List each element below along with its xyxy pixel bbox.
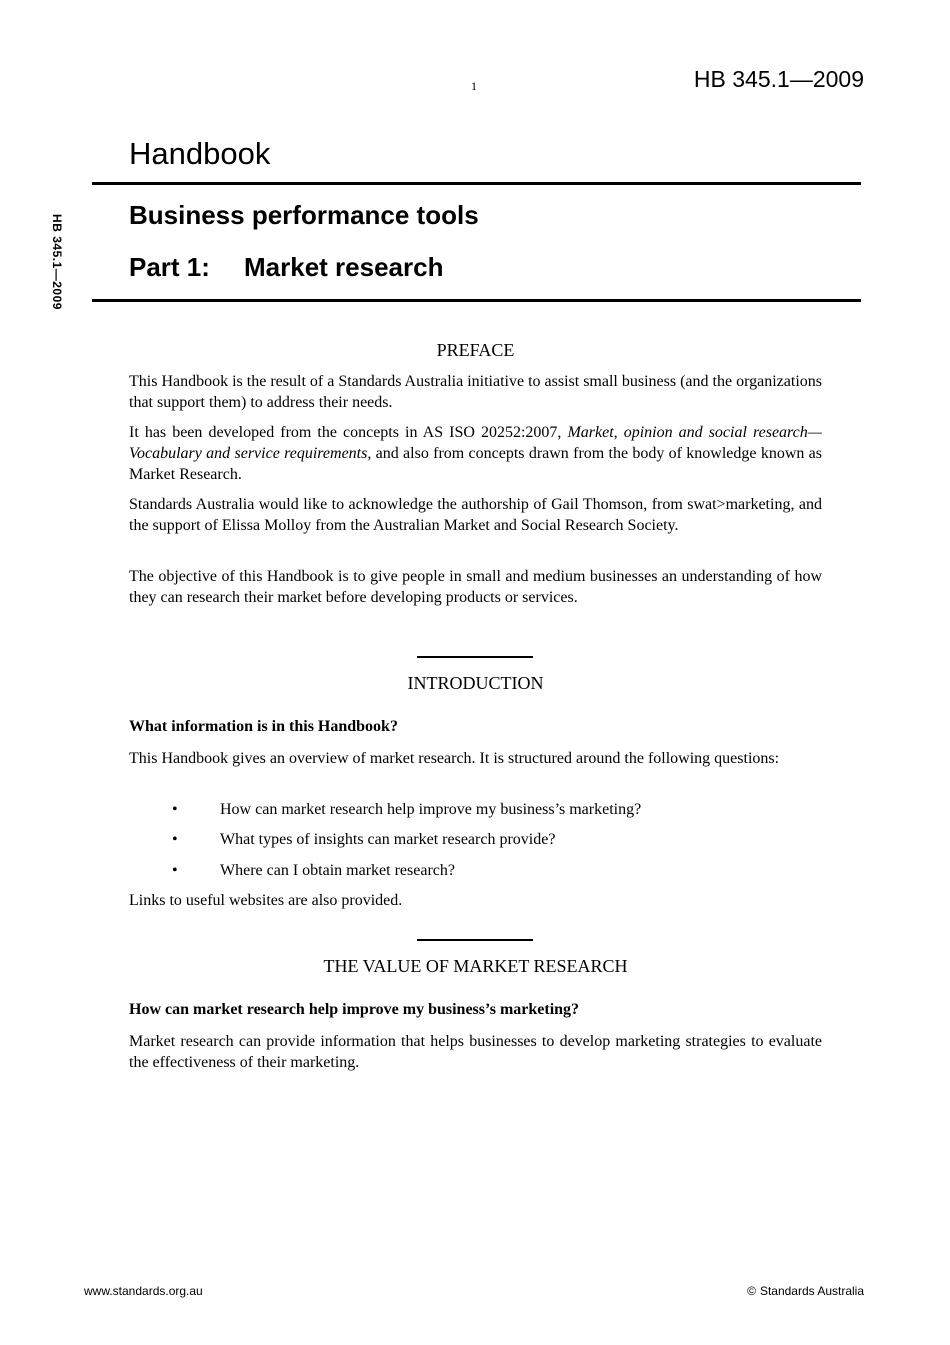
page-number: 1 [471,79,477,93]
document-id: HB 345.1—2009 [693,66,864,92]
preface-paragraph-4: The objective of this Handbook is to give people in small and medium businesses an understanding of how they can research their market before developing products or services. [129,568,822,606]
section-divider-2 [417,939,533,941]
bullet-dot-icon: • [172,831,178,848]
title-rule-bottom [92,299,861,302]
value-paragraph-1: Market research can provide information that helps businesses to develop marketing strategies to evaluate the effectiveness of their marketing. [129,1033,822,1071]
footer-publisher-name: Standards Australia [759,1284,864,1298]
part-title [129,252,443,283]
introduction-subheading: What information is in this Handbook? [129,718,398,735]
preface-heading: PREFACE [436,340,515,360]
bullet-dot-icon: • [172,801,178,818]
value-subheading: How can market research help improve my business’s marketing? [129,1001,580,1018]
bullet-text: What types of insights can market research provide? [220,831,556,848]
handbook-label: Handbook [129,136,271,171]
introduction-heading: INTRODUCTION [407,673,544,693]
value-heading: THE VALUE OF MARKET RESEARCH [323,956,628,976]
preface-p2-text: It has been developed from the concepts in AS ISO 20252:2007, [129,424,568,441]
preface-p2-standard-title: Market, opinion and social research—Vocabulary and service requirements, [129,424,823,462]
preface-paragraph-3: Standards Australia would like to acknowledge the authorship of Gail Thomson, from swat>marketing, and the support of Elissa Molloy from the Australian Market and Social Research Society. [129,496,822,534]
preface-paragraph-2 [129,422,822,485]
preface-p2-text-end: and also from concepts drawn from the body of knowledge known as Market Research. [129,445,823,483]
copyright-icon: © [747,1284,756,1298]
part-number: Part 1: [129,252,210,282]
section-divider-1 [417,656,533,658]
footer-publisher [747,1284,864,1298]
side-document-id: HB 345.1—2009 [50,214,64,310]
introduction-paragraph-2: Links to useful websites are also provided. [129,892,403,909]
preface-paragraph-1: This Handbook is the result of a Standards Australia initiative to assist small business (and the organizations that support them) to address their needs. [129,373,822,411]
bullet-dot-icon: • [172,862,178,879]
main-title: Business performance tools [129,200,479,230]
introduction-paragraph-1: This Handbook gives an overview of market research. It is structured around the following questions: [129,750,780,767]
bullet-text: How can market research help improve my business’s marketing? [220,801,642,818]
title-rule-top [92,182,861,185]
part-title-text: Market research [244,252,444,282]
bullet-text: Where can I obtain market research? [220,862,455,879]
footer-website-link[interactable]: www.standards.org.au [84,1284,203,1298]
